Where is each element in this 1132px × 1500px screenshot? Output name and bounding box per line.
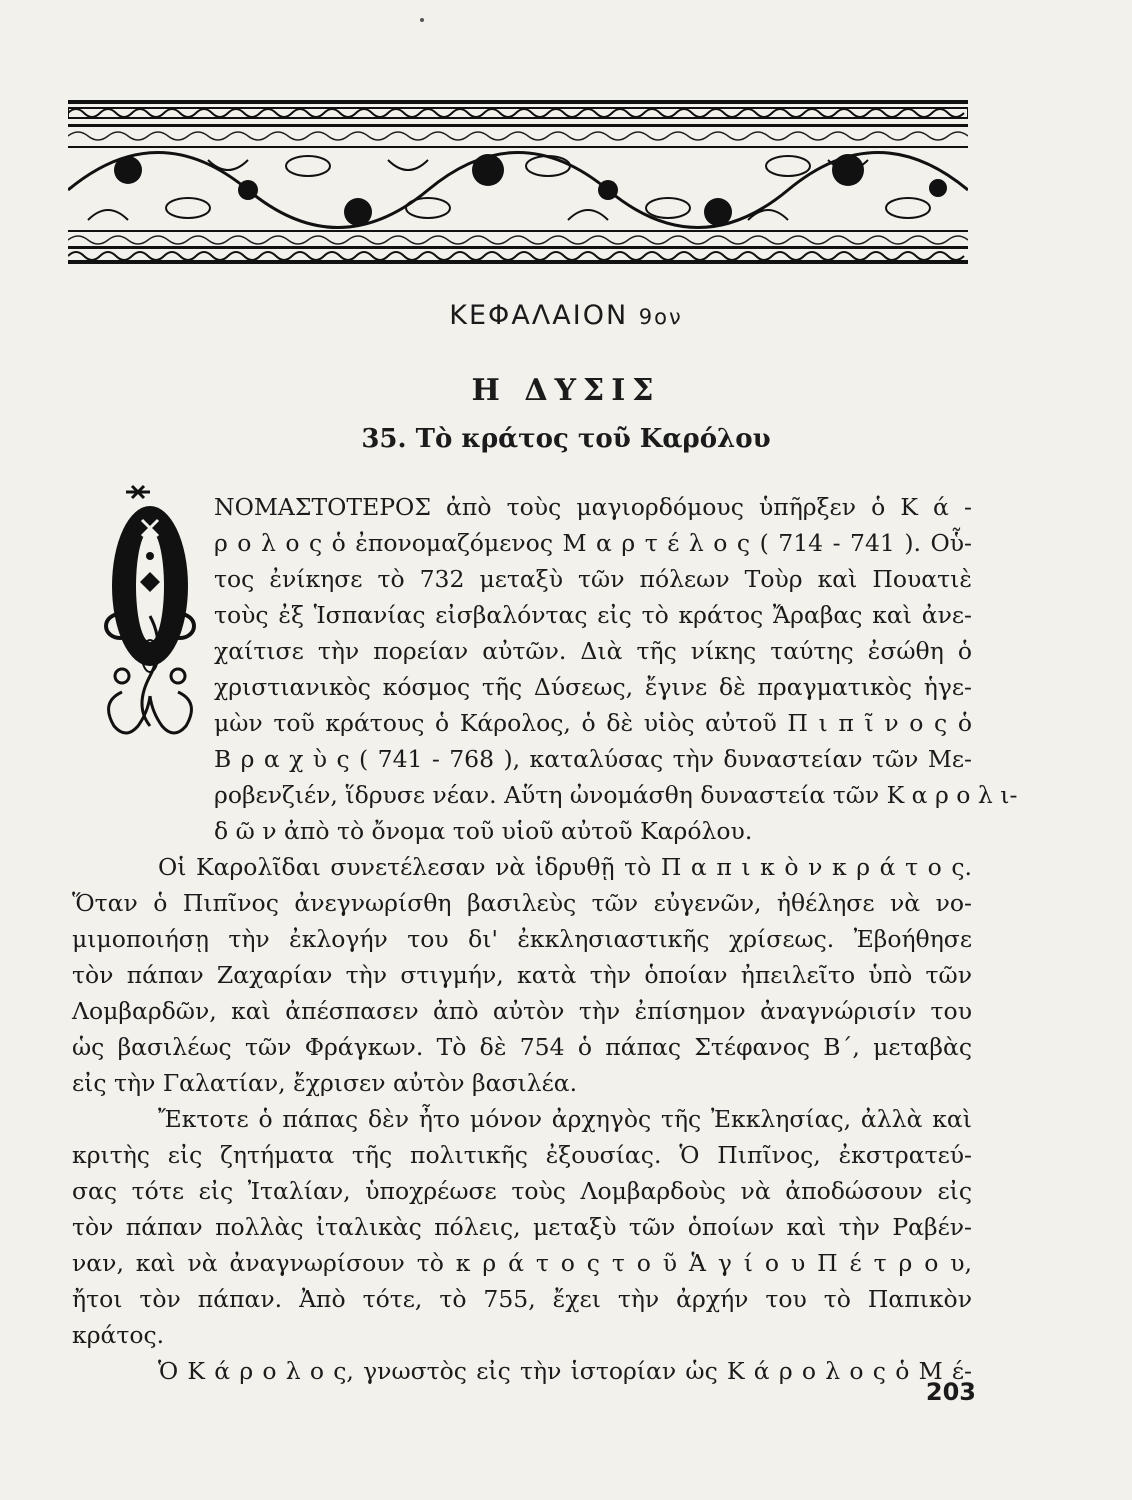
text-line: τὸν πάπαν Ζαχαρίαν τὴν στιγμήν, κατὰ τὴν ὁποίαν ἠπειλεῖτο ὑπὸ τῶν xyxy=(72,961,972,989)
text-line: εἰς τὴν Γαλατίαν, ἔχρισεν αὐτὸν βασιλέα. xyxy=(72,1069,578,1097)
text-line: ἤτοι τὸν πάπαν. Ἀπὸ τότε, τὸ 755, ἔχει τὴν ἀρχήν του τὸ Παπικὸν xyxy=(72,1285,972,1313)
text-line: μιμοποιήσῃ τὴν ἐκλογήν του δι' ἐκκλησιαστικῆς χρίσεως. Ἐβοήθησε xyxy=(72,925,972,953)
text-line: κράτος. xyxy=(72,1321,165,1349)
ornamental-header-band xyxy=(68,100,968,264)
chapter-number: 9ον xyxy=(638,305,683,329)
text-line: κριτὴς εἰς ζητήματα τῆς πολιτικῆς ἐξουσίας. Ὁ Πιπῖνος, ἐκστρατεύ- xyxy=(72,1141,972,1169)
part-title: Η ΔΥΣΙΣ xyxy=(471,373,661,408)
text-line: Οἱ Καρολῖδαι συνετέλεσαν νὰ ἱδρυθῇ τὸ Π α π ι κ ὸ ν κ ρ ά τ ο ς. xyxy=(158,853,972,881)
text-line: ροβενζιέν, ἵδρυσε νέαν. Αὕτη ὠνομάσθη δυναστεία τῶν Κ α ρ ο λ ι- xyxy=(214,781,1018,809)
text-line: Ὅταν ὁ Πιπῖνος ἀνεγνωρίσθη βασιλεὺς τῶν εὐγενῶν, ἠθέλησε νὰ νο- xyxy=(72,889,972,917)
section-title: 35. Τὸ κράτος τοῦ Καρόλου xyxy=(361,424,771,454)
chapter-heading xyxy=(0,300,1132,331)
text-line: Ὁ Κ ά ρ ο λ ο ς, γνωστὸς εἰς τὴν ἱστορίαν ὡς Κ ά ρ ο λ ο ς ὁ Μ έ- xyxy=(158,1357,972,1385)
text-line: ναν, καὶ νὰ ἀναγνωρίσουν τὸ κ ρ ά τ ο ς τ ο ῦ Ἁ γ ί ο υ Π έ τ ρ ο υ, xyxy=(72,1249,972,1277)
text-line: ΝΟΜΑΣΤΟΤΕΡΟΣ ἀπὸ τοὺς μαγιορδόμους ὑπῆρξεν ὁ Κ ά - xyxy=(214,493,972,521)
text-line: τὸν πάπαν πολλὰς ἰταλικὰς πόλεις, μεταξὺ τῶν ὁποίων καὶ τὴν Ραβέν- xyxy=(72,1213,972,1241)
text-line: χαίτισε τὴν πορείαν αὐτῶν. Διὰ τῆς νίκης ταύτης ἐσώθη ὁ xyxy=(214,637,972,665)
text-line: μὼν τοῦ κράτους ὁ Κάρολος, ὁ δὲ υἱὸς αὐτοῦ Π ι π ῖ ν ο ς ὁ xyxy=(214,709,972,737)
text-line: ρ ο λ ο ς ὁ ἐπονομαζόμενος Μ α ρ τ έ λ ο ς ( 714 - 741 ). Οὗ- xyxy=(214,529,972,557)
text-line: Ἔκτοτε ὁ πάπας δὲν ἦτο μόνον ἀρχηγὸς τῆς Ἐκκλησίας, ἀλλὰ καὶ xyxy=(158,1105,972,1133)
text-line: δ ῶ ν ἀπὸ τὸ ὄνομα τοῦ υἱοῦ αὐτοῦ Καρόλου. xyxy=(214,817,753,845)
text-line: Β ρ α χ ὺ ς ( 741 - 768 ), καταλύσας τὴν δυναστείαν τῶν Με- xyxy=(214,745,972,773)
text-line: Λομβαρδῶν, καὶ ἀπέσπασεν ἀπὸ αὐτὸν τὴν ἐπίσημον ἀναγνώρισίν του xyxy=(72,997,972,1025)
text-line: σας τότε εἰς Ἰταλίαν, ὑποχρέωσε τοὺς Λομβαρδοὺς νὰ ἀποδώσουν εἰς xyxy=(72,1177,972,1205)
text-line: τος ἐνίκησε τὸ 732 μεταξὺ τῶν πόλεων Τοὺρ καὶ Πουατιὲ xyxy=(214,565,972,593)
page-speck xyxy=(420,18,424,22)
text-line: ὡς βασιλέως τῶν Φράγκων. Τὸ δὲ 754 ὁ πάπας Στέφανος Β΄, μεταβὰς xyxy=(72,1033,972,1061)
text-line: χριστιανικὸς κόσμος τῆς Δύσεως, ἔγινε δὲ πραγματικὸς ἡγε- xyxy=(214,673,972,701)
text-line: τοὺς ἐξ Ἱσπανίας εἰσβαλόντας εἰς τὸ κράτος Ἄραβας καὶ ἀνε- xyxy=(214,601,972,629)
chapter-label: ΚΕΦΑΛΑΙΟΝ xyxy=(449,300,629,331)
body-text xyxy=(72,489,1018,1389)
page-number: 203 xyxy=(925,1378,976,1406)
